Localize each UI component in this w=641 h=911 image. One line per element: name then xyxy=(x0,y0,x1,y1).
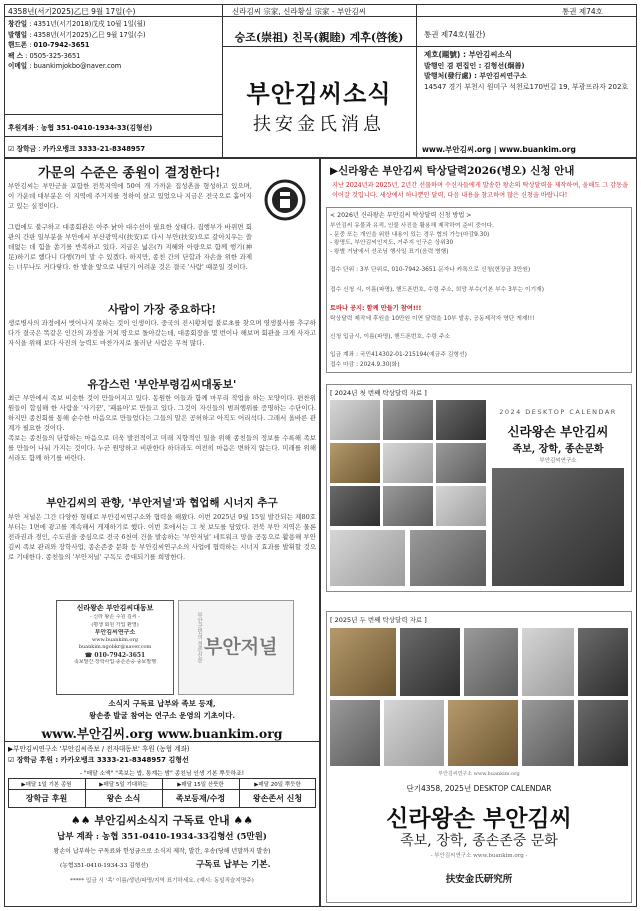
cal2024-photo-grid xyxy=(330,400,486,588)
slogan: 숭조(崇祖) 친목(親睦) 계후(啓後) xyxy=(234,31,404,44)
guide-title: ♠♠ 부안김씨소식지 구독료 안내 ♠♠ xyxy=(70,814,254,827)
cal2025-title: 신라왕손 부안김씨 xyxy=(386,805,572,832)
scholarship-line: ☑ 장학금 후원 : 카카오뱅크 3333-21-8348957 김형선 xyxy=(8,756,189,764)
masthead-info-left: 창간일 : 4351년(서기2018)戊戌 10월 1일(월) 발행일 : 4358년(서기2025)乙巳 9월 17일(수) 핸드폰 : 010-7942-3651 팩 스 : 0505-325-3651 이메일 : buankimjokbo@naver.com xyxy=(8,20,146,70)
support-line: ▶부안김씨연구소 '부안김씨족보 / 전자대동보' 후원 (농협 계좌) xyxy=(8,745,190,753)
monthly-2-top: ▶매달 5일 기대하는 xyxy=(99,782,148,788)
monthly-2-bottom: 왕손 소식 xyxy=(106,793,141,803)
issue-number: 통권 제74호 xyxy=(562,7,603,16)
article2-title: 사람이 가장 중요하다! xyxy=(107,303,217,316)
monthly-3-top: ▶매달 15일 산뜻한 xyxy=(177,782,224,788)
article4-body: 부안 저널은 그간 다양한 형태로 부안김씨연구소와 협력을 해왔다. 이번 2025년 9월 15일 발간되는 제80호부터는 1면에 광고를 계속해서 게재하기로 했다. 이번 호에서는 그 첫 보도를 담았다. 전북 부안 지역은 물론 전라권과 경인, 수도권을 중심으로 전국 6천여 건을 발송하는 '부안저널' 네트워크 망을 공동으로 활용해 부안김씨 족보 관리와 장학사업, 종손존중 문화 등 부안김씨연구소의 사업에 협력하는 시너지 효과를 발휘할 것으로 기대한다. 종친들의 '부안저널' 구독도 증대되기를 희망한다. xyxy=(8,513,316,561)
article3-title: 유감스런 '부안부령김씨대동보' xyxy=(87,378,237,391)
monthly-1-top: ▶매달 1일 기본 종원 xyxy=(21,782,72,788)
cal2024-label: [ 2024년 첫 번째 탁상달력 자료 ] xyxy=(330,389,427,397)
ad-left-title: 신라왕손 부안김씨대동보 xyxy=(76,603,154,612)
guide-note: 왕손이 납부하는 구독료와 헌성금으로 소식지 제작, 발간, 우송(당해 년말까지 발송) xyxy=(53,848,271,855)
masthead-websites[interactable]: www.부안김씨.org | www.buankim.org xyxy=(422,145,576,154)
cal2025-caption: 부안김씨연구소 www.buankim.org xyxy=(438,771,520,777)
motto: - "매달 소액" "족보는 밥, 통계는 밤" 종친님 인생 기본 뿌듯하죠! xyxy=(79,771,245,777)
cal2025-photo-grid xyxy=(330,628,628,768)
monthly-1-bottom: 장학금 후원 xyxy=(25,793,68,803)
notice-reg1: 접수 단위 : 3부 단위로, 010-7942-3651 문자나 카톡으로 신청(현장금 3만원) xyxy=(330,267,531,273)
masthead-info-right: 제호(題號) : 부안김씨소식 발행인 겸 편집인 : 김형선(炯善) 발행처(發行處) : 부안김씨연구소 14547 경기 부천시 원미구 석천로170번길 19, 부광프라자 202호 xyxy=(424,50,629,91)
notice-reg2: 접수 신청 시, 이름(파명), 핸드폰번호, 수령 주소, 희망 부수(기본 부수 3부는 이기재) xyxy=(330,287,544,293)
article4-title: 부안김씨의 관향, '부안저널'과 협업해 시너지 추구 xyxy=(46,497,278,509)
ad-left-lines: - 신라 왕손 수원 김씨 - (평생 회원 가입 환영) 부안김씨연구소 www.buankim.org buankim.ngobkr@naver.com ☎ 010-7942-3651 족보발간·장학사업·종손존중·종보발행 xyxy=(73,614,157,665)
clan-emblem xyxy=(254,178,316,232)
issue-date-line: 4358년(서기2025)乙巳 9월 17일(수) xyxy=(8,7,136,16)
cal2024-title: 신라왕손 부안김씨 xyxy=(507,424,609,439)
article3-body: 최근 부안에서 족보 비슷한 것이 만들어지고 있다. 동원한 이들과 함께 마무리 작업을 하는 모양이다. 편찬위원들이 합심해 한 사람을 '사기꾼', '패륜아'로 만들고 있다. 그것이 자신들의 범죄행위를 증명하는 수단이다. 하지만 종친회를 통해 순수한 마음으로 만들었다는 그들의 말은 공허하고 아직도 어리석다. 그래서 올바른 관계가 필요한 것이다. 족보는 종친들의 단합하는 마음으로 더욱 발전적이고 미래 지향적인 일을 위해 종친들의 정보를 수록해 족보를 만들어 나눠 가지는 것이다. 누군 원망하고 비판한다 하더라도 여전히 마음은 변하지 않는다. 미래를 위해서라도 함께 하기를 바란다. xyxy=(8,394,316,462)
calendar-notice-title: ▶신라왕손 부안김씨 탁상달력2026(병오) 신청 안내 xyxy=(330,165,575,177)
cal2025-subtitle: 족보, 장학, 종손존중 문화 xyxy=(400,833,558,849)
guide-basic: 구독료 납부는 기본. xyxy=(196,860,271,870)
notice-box-title: < 2026년 신라왕손 부안김씨 탁상달력 신청 방법 > xyxy=(330,212,472,219)
cal2024-cover-photo xyxy=(492,468,624,586)
masthead-scholarship: ☑ 장학금 : 카카오뱅크 3333-21-8348957 xyxy=(8,145,146,153)
monthly-4-top: ▶매달 20일 뿌듯한 xyxy=(254,782,301,788)
article1-body-3-spacer xyxy=(8,253,316,293)
notice-items: 부안김씨 유물과 유적, 인물 사진을 활용해 제작하여 준비 중이다. - 문중 또는 개인을 위한 내용이 있는 경우 협의 가능(마감9.30) - 왕명도, 부안김씨인지도, 거주지 인구순 상위30 - 왕별 거남에서 선조님 행사일 표기(음력 병행) xyxy=(330,223,495,255)
cal2024-kicker: 2024 DESKTOP CALENDAR xyxy=(499,408,617,416)
newspaper-title: 부안김씨소식 xyxy=(246,79,392,108)
notice-event-title: 토바나 공지: 함께 만들기 참여!!! xyxy=(330,305,422,312)
guide-footer: ***** 입금 시 '족' 이름/생년/파명/지역 표기하세요. (예시: 동일직슬지명주) xyxy=(70,878,254,884)
ad-right-title: 부안저널 xyxy=(204,636,278,658)
cal2025-publisher-hanja: 扶安金氏研究所 xyxy=(445,874,513,885)
issue-cycle: 통권 제74호(월간) xyxy=(424,30,486,39)
cal2025-kicker: 단기4358, 2025년 DESKTOP CALENDAR xyxy=(406,784,552,793)
cal2025-sub-small: - 부안김씨연구소 www.buankim.org - xyxy=(430,853,528,859)
cal2024-subtitle: 족보, 장학, 종손문화 xyxy=(512,444,604,455)
center-top-text: 신라김씨 宗家, 신라황실 宗家 - 부안김씨 xyxy=(232,7,366,16)
notice-account: 입금 계좌 : 국민414302-01-215194(예금주 김형선) xyxy=(330,352,467,358)
subscribe-note: 소식지 구독료 납부와 족보 등재, 왕손종 발굴 참여는 연구소 운영의 기초이다. xyxy=(88,699,236,720)
masthead-account: 후원계좌 : 농협 351-0410-1934-33(김형선) xyxy=(8,124,153,132)
newspaper-title-hanja: 扶安金氏消息 xyxy=(253,114,385,135)
monthly-3-bottom: 족보등재/수정 xyxy=(175,793,226,803)
article2-body: 생로병사의 과정에서 벗어나지 못하는 것이 인생이다. 중국의 진시황처럼 불로초를 찾으며 영생불사를 추구하다가 결국은 똑같은 인간의 과정을 거쳐 땅으로 돌아갔는데, 대종회장을 몇 번이나 해보며 회관을 크게 사자고 자식을 위해 보다 사진의 능력도 마찬가지로 물러난 사람은 무척 많다. xyxy=(8,319,316,347)
guide-bank: (농협351-0410-1934-33 김형선) xyxy=(60,863,149,869)
article1-body: 부안김씨는 부안군을 포함한 전북지역에 50여 개 가까운 집성촌을 형성하고 있으며, 이 가운데 대부분은 이 지역에 주거지를 정하여 살고 있었으나 지금은 전국으로 흩어지고 있는 실정이다. xyxy=(8,182,252,210)
article1-title: 가문의 수준은 종원이 결정한다! xyxy=(38,166,221,181)
notice-event-text: 탁상달력 제작에 후원을 10만원 이면 달력을 10부 발송, 공동제작자 명단 게재!!! xyxy=(330,316,535,322)
guide-account: 납부 계좌 : 농협 351-0410-1934-33김형선 (5만원) xyxy=(57,832,267,842)
cal2025-label: [ 2025년 두 번째 탁상달력 자료 ] xyxy=(330,616,427,624)
cal2024-footer: 부안김씨연구소 xyxy=(539,458,577,464)
ad-right-side-text: 부안군민의 정론신문 xyxy=(196,612,202,664)
websites-big[interactable]: www.부안김씨.org www.buankim.org xyxy=(41,726,283,741)
article1-body-2: 그럼에도 불구하고 대종회관은 아주 낡아 대수선이 필요한 상태다. 집행부가 바뀌면 회관의 간판 일부분을 부안에서 부산광역시(扶安)로 다시 부안(扶安)으로 갈아치우는 쓸데없는 데 힘을 쏟기를 반복하고 있다. 지금은 넓은(?) 지혜와 아량으로 함께 행기(神足)하기로 했다니 다행(?)이 말 수 있겠다. 하지만, 종친 간의 단합과 자손을 위한 과제는 너무나도 커다랗다. 한 발을 앞으로 내딛기 어려운 것은 결국 '사람' 때문일 것이다. xyxy=(8,223,252,271)
monthly-4-bottom: 왕손존서 신청 xyxy=(252,793,303,803)
notice-deadline: 접수 마감 : 2024.9.30(화) xyxy=(330,362,400,368)
calendar-notice-intro: 지난 2024년과 2025년, 2년간 선물하며 수신자들에게 발송한 왕손의 탁상달력을 제작하여, 올해도 그 감동을 이어갈 것입니다. 세상에서 하나뿐인 달력, 다음 내용을 참고하여 많은 신청을 바랍니다! xyxy=(332,182,629,199)
notice-apply: 신청 입금시, 이름(파명), 핸드폰번호, 수령 주소 xyxy=(330,334,451,340)
